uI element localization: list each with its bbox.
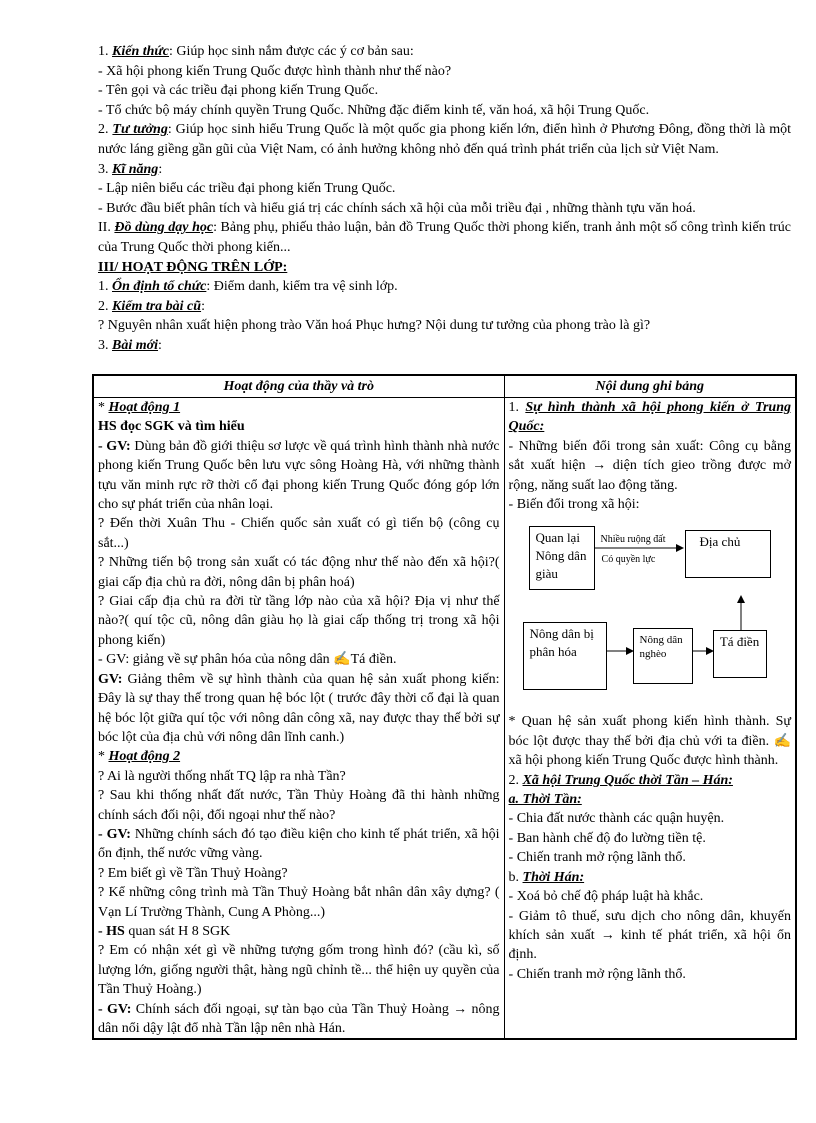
han-heading: Thời Hán: bbox=[522, 869, 585, 885]
box-poor-farmers: Nông dân nghèo bbox=[633, 628, 693, 684]
review-question: ? Nguyên nhân xuất hiện phong trào Văn hoá Phục hưng? Nội dung tư tưởng của phong trào là gì? bbox=[98, 318, 651, 334]
knowledge-item: - Tên gọi và các triều đại phong kiến Trung Quốc. bbox=[98, 83, 379, 99]
teaching-materials: II. Đồ dùng dạy học: Bảng phụ, phiếu thảo luận, bản đồ Trung Quốc thời phong kiến, tranh ảnh một số công trình kiến trúc của Trung Quốc thời phong kiến... bbox=[98, 220, 792, 255]
activity-2-heading: Hoạt động 2 bbox=[108, 749, 181, 765]
column-header-content: Nội dung ghi bảng bbox=[504, 375, 796, 398]
ideology-label: Tư tưởng bbox=[112, 122, 168, 138]
column-header-activities: Hoạt động của thầy và trò bbox=[93, 375, 504, 398]
activities-cell: * Hoạt động 1 HS đọc SGK và tìm hiểu - GV: Dùng bản đồ giới thiệu sơ lược về quá trình hình thành nhà nước phong kiến Trung Quốc bên lưu vực sông Hoàng Hà, với những thành tựu văn minh rực rỡ thời cổ đại phong kiến Trung Quốc đóng góp lớn cho sự phát triển của nhân loại. ? Đến thời Xuân Thu - Chiến quốc sản xuất có gì tiến bộ (công cụ sắt...) ? Những tiến bộ trong sản xuất có tác động như thế nào đến xã hội?( giai cấp địa chủ ra đời, nông dân bị phân hoá) ? Giai cấp địa chủ ra đời từ tầng lớp nào của xã hội? Địa vị như thế nào?( quí tộc cũ, nông dân giàu họ là giai cấp thống trị trong xã hội phong kiến) - GV: giảng về sự phân hóa của nông dân ✍Tá điền. GV: Giảng thêm về sự hình thành của quan hệ sản xuất phong kiến: Đây là sự thay thế trong quan hệ bóc lột ( trước đây thời cổ đại là quan hệ bóc lột giữa quí tộc với nông dân công xã, nay được thay thế bởi sự bóc lột của địa chủ với nông dân lĩnh canh.) * Hoạt động 2 ? Ai là người thống nhất TQ lập ra nhà Tần? ? Sau khi thống nhất đất nước, Tần Thủy Hoàng đã thi hành những chính sách đối nội, đối ngoại như thế nào? - GV: Những chính sách đó tạo điều kiện cho kinh tế phát triển, xã hội ổn định, thế nước vững vàng. ? Em biết gì về Tần Thuỷ Hoàng? ? Kể những công trình mà Tần Thuỷ Hoàng bắt nhân dân xây dựng? ( Vạn Lí Trường Thành, Cung A Phòng...) - HS quan sát H 8 SGK ? Em có nhận xét gì về những tượng gốm trong hình đó? (cầu kì, số lượng lớn, giống người thật, hàng ngũ chỉnh tề... thể hiện uy quyền của Tần Thuỷ Hoàng.) - GV: Chính sách đối ngoại, sự tàn bạo của Tần Thuỷ Hoàng → nông dân nổi dậy lật đổ nhà Tần lập nên nhà Hán. bbox=[93, 398, 504, 1040]
knowledge-item: - Xã hội phong kiến Trung Quốc được hình thành như thế nào? bbox=[98, 63, 452, 79]
skills-label: Kĩ năng bbox=[112, 161, 159, 177]
intro-section bbox=[98, 42, 791, 356]
label-much-land: Nhiều ruộng đất bbox=[600, 534, 666, 546]
label-power: Có quyền lực bbox=[601, 554, 656, 566]
box-tenant-farmers: Tá điền bbox=[713, 630, 767, 678]
skills-item: - Bước đầu biết phân tích và hiểu giá trị các chính sách xã hội của mỗi triều đại , những thành tựu văn hoá. bbox=[98, 200, 696, 216]
society-diagram bbox=[509, 518, 785, 708]
step-review: 2. Kiểm tra bài cũ: bbox=[98, 298, 205, 314]
lesson-table bbox=[92, 374, 797, 1040]
step-new-lesson: 3. Bài mới: bbox=[98, 337, 162, 353]
step-organize: 1. Ổn định tổ chức: Điểm danh, kiểm tra vệ sinh lớp. bbox=[98, 279, 398, 295]
box-landlord: Địa chủ bbox=[685, 530, 771, 578]
qin-heading: a. Thời Tần: bbox=[508, 792, 582, 808]
knowledge-label: Kiến thức bbox=[112, 44, 170, 59]
box-differentiated-farmers: Nông dân bị phân hóa bbox=[523, 622, 607, 690]
box-officials-rich-farmers: Quan lại Nông dân giàu bbox=[529, 526, 595, 590]
activity-1-heading: Hoạt động 1 bbox=[108, 400, 181, 415]
materials-label: Đồ dùng dạy học bbox=[114, 220, 214, 236]
skills-item: - Lập niên biểu các triều đại phong kiến Trung Quốc. bbox=[98, 181, 396, 197]
objective-skills: 3. Kĩ năng: bbox=[98, 161, 163, 177]
content-cell: 1. Sự hình thành xã hội phong kiến ở Trung Quốc: - Những biến đổi trong sản xuất: Công cụ bằng sắt xuất hiện → diện tích gieo trồng được mở rộng, năng suất lao động tăng. - Biến đổi trong xã hội: Quan lại Nông dân giàu Nhiều ruộng đất Có quyền lực Địa chủ Nông dân bị phân hóa Nông dân nghèo Tá điền * Quan hệ sản xuất phong kiến hình thành. Sự bóc lột được thay thế bởi địa chủ với ta điền. ✍ xã hội phong kiến Trung Quốc được hình thành. 2. Xã hội Trung Quốc thời Tần – Hán: a. Thời Tần: - Chia đất nước thành các quận huyện. - Ban hành chế độ đo lường tiền tệ. - Chiến tranh mở rộng lãnh thổ. b. Thời Hán: - Xoá bỏ chế độ pháp luật hà khắc. - Giảm tô thuế, sưu dịch cho nông dân, khuyến khích sản xuất → kinh tế phát triển, xã hội ổn định. - Chiến tranh mở rộng lãnh thổ. bbox=[504, 398, 796, 1040]
objective-knowledge: 1. Kiến thức: Giúp học sinh nắm được các ý cơ bản sau: bbox=[98, 44, 414, 59]
knowledge-item: - Tổ chức bộ máy chính quyền Trung Quốc. Những đặc điểm kinh tế, văn hoá, xã hội Trung Quốc. bbox=[98, 102, 650, 118]
section-heading: III/ HOẠT ĐỘNG TRÊN LỚP: bbox=[98, 259, 288, 275]
objective-ideology: 2. Tư tưởng: Giúp học sinh hiểu Trung Quốc là một quốc gia phong kiến lớn, điển hình ở Phương Đông, đồng thời là một nước láng giềng gần gũi của Việt Nam, có ảnh hưởng không nhỏ đến quá trình phát triển của lịch sử Việt Nam. bbox=[98, 122, 791, 157]
